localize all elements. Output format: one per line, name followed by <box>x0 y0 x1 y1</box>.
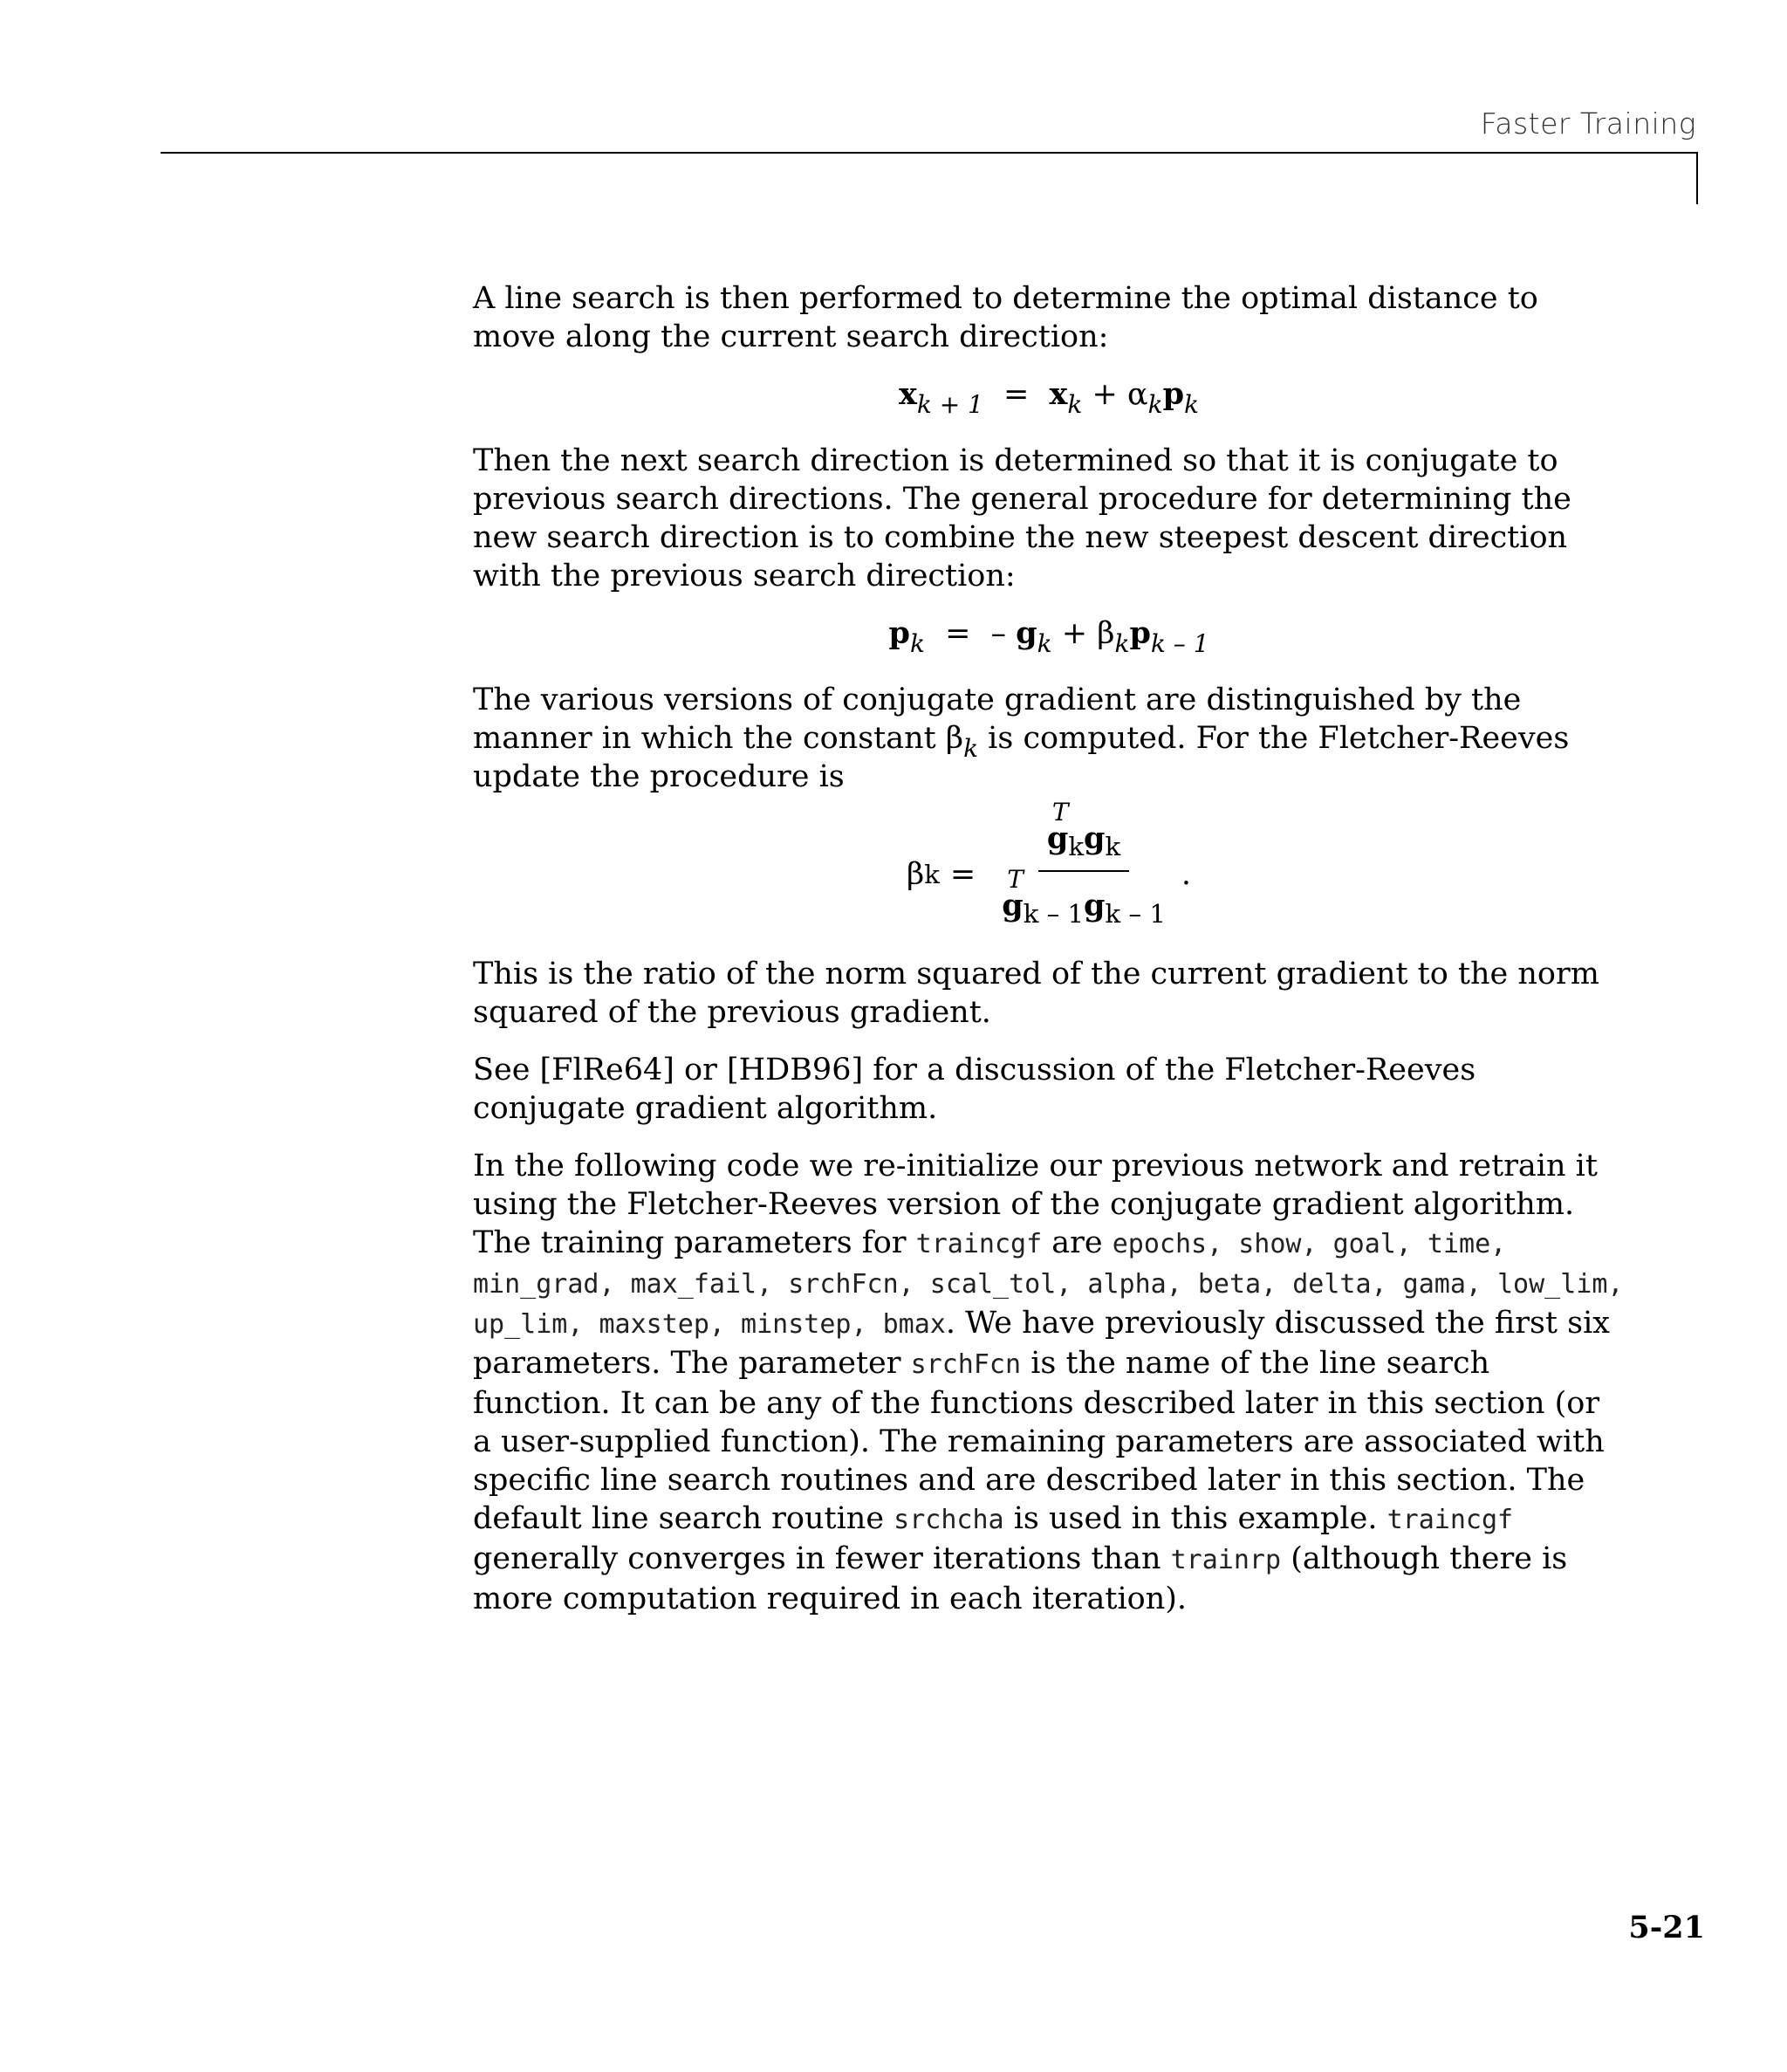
paragraph: In the following code we re-initialize our previous network and retrain it using the Fletcher-Reeves version of the conjugate gradient algorithm. The training parameters for traincgf are epochs, show, goal, time, min_grad, max_fail, srchFcn, scal_tol, alpha, beta, delta, gama, low_lim, up_lim, maxstep, minstep, bmax. We have previously discussed the first six parameters. The parameter srchFcn is the name of the line search function. It can be any of the functions described later in this section (or a user-supplied function). The remaining parameters are associated with specific line search routines and are described later in this section. The default line search routine srchcha is used in this example. traincgf generally converges in fewer iterations than trainrp (although there is more computation required in each iteration). <box>473 1149 1624 1616</box>
paragraph: See [FlRe64] or [HDB96] for a discussion of the Fletcher-Reeves conjugate gradient algorithm. <box>473 1053 1476 1126</box>
paragraph: A line search is then performed to determine the optimal distance to move along the current search direction: <box>473 281 1538 354</box>
fraction <box>993 798 1174 929</box>
equation-fletcher-reeves: β k = g T $_kg_k$ g T $_{k - 1}g_{k - 1}$ . <box>906 798 1192 929</box>
fraction-denominator: g T $_{k - 1}g_{k - 1}$ <box>1002 865 1166 929</box>
paragraph: The various versions of conjugate gradient are distinguished by the manner in which the constant $\beta_k$ is computed. For the Fletcher-Reeves update the procedure is <box>473 683 1570 794</box>
equation-search-direction: $p_k$ = – $g_k + \beta_kp_{k - 1}$ <box>888 615 1209 658</box>
header-rule <box>161 152 1698 154</box>
header-section-title: Faster Training <box>1480 106 1696 141</box>
paragraph: Then the next search direction is determined so that it is conjugate to previous search directions. The general procedure for determining the new search direction is to combine the new steepest descent direction with the previous search direction: <box>473 443 1571 593</box>
code-srchfcn: srchFcn <box>910 1349 1022 1380</box>
code-parameter-list: epochs, show, goal, time, min_grad, max_fail, srchFcn, scal_tol, alpha, beta, delta, gama, low_lim, up_lim, maxstep, minstep, bmax <box>473 1229 1624 1340</box>
code-traincgf: traincgf <box>915 1229 1043 1259</box>
header-rule-tick <box>1696 152 1698 204</box>
code-trainrp: trainrp <box>1170 1545 1282 1575</box>
equation-line-search-update: $x_{k + 1} = x_k + \alpha_kp_k$ <box>898 376 1200 419</box>
inline-beta: $\beta_k$ <box>945 721 979 763</box>
paragraph: This is the ratio of the norm squared of the current gradient to the norm squared of the previous gradient. <box>473 957 1599 1030</box>
page-body <box>473 279 1625 1637</box>
fraction-numerator: g T $_kg_k$ <box>1038 820 1129 872</box>
code-srchcha: srchcha <box>894 1505 1004 1535</box>
page-number: 5-21 <box>1628 1910 1705 1945</box>
code-traincgf: traincgf <box>1386 1505 1514 1535</box>
